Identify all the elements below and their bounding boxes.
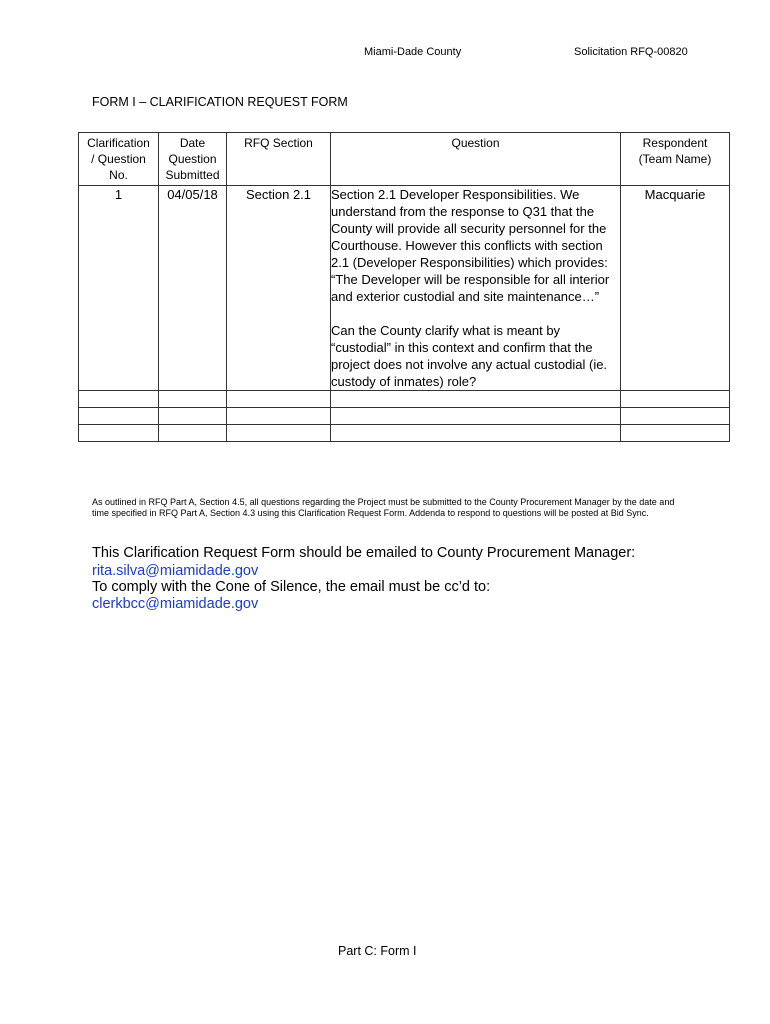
header-county: Miami-Dade County [364,46,462,58]
table-header-row [79,133,730,186]
clarification-table [78,132,730,442]
col-header-line: / Question [91,152,146,166]
manager-email-link[interactable]: rita.silva@miamidade.gov [92,563,259,579]
col-header-line: No. [109,168,128,182]
cell-date: 04/05/18 [159,186,227,391]
col-header-line: Submitted [165,168,220,182]
page-footer: Part C: Form I [338,944,417,958]
col-header-line: (Team Name) [638,152,712,166]
cc-email-link[interactable]: clerkbcc@miamidade.gov [92,596,259,612]
table-row-empty [79,425,730,442]
question-paragraph: Can the County clarify what is meant by “custodial” in this context and confirm that the project does not involve any actual custodial (ie. custody of inmates) role? [331,323,608,389]
col-header-question: Question [331,133,621,186]
email-instruction: This Clarification Request Form should be emailed to County Procurement Manager: [92,545,636,561]
col-header-line: Date [179,136,206,150]
cc-instruction: To comply with the Cone of Silence, the email must be cc’d to: [92,579,491,595]
col-header-question-no [79,133,159,186]
submission-note: As outlined in RFQ Part A, Section 4.5, all questions regarding the Project must be submitted to the County Procurement Manager by the date and time specified in RFQ Part A, Section 4.3 using this Clarification Request Form. Addenda to respond to questions will be posted at Bid Sync. [92,497,675,518]
cell-respondent: Macquarie [621,186,730,391]
col-header-rfq-section: RFQ Section [227,133,331,186]
table-row-empty [79,391,730,408]
header-solicitation: Solicitation RFQ-00820 [574,46,688,58]
col-header-date [159,133,227,186]
cell-question-no: 1 [79,186,159,391]
table-row [79,186,730,391]
col-header-line: Clarification [87,136,150,150]
col-header-respondent [621,133,730,186]
table-row-empty [79,408,730,425]
form-title: FORM I – CLARIFICATION REQUEST FORM [92,95,348,109]
col-header-line: Respondent [642,136,708,150]
cell-question [331,186,621,391]
cell-rfq-section: Section 2.1 [227,186,331,391]
col-header-line: Question [168,152,217,166]
question-paragraph: Section 2.1 Developer Responsibilities. We understand from the response to Q31 that the County will provide all security personnel for the Courthouse. However this conflicts with section 2.1 (Developer Responsibilities) which provides: “The Developer will be responsible for all interior and exterior custodial and site maintenance…” [331,187,610,304]
